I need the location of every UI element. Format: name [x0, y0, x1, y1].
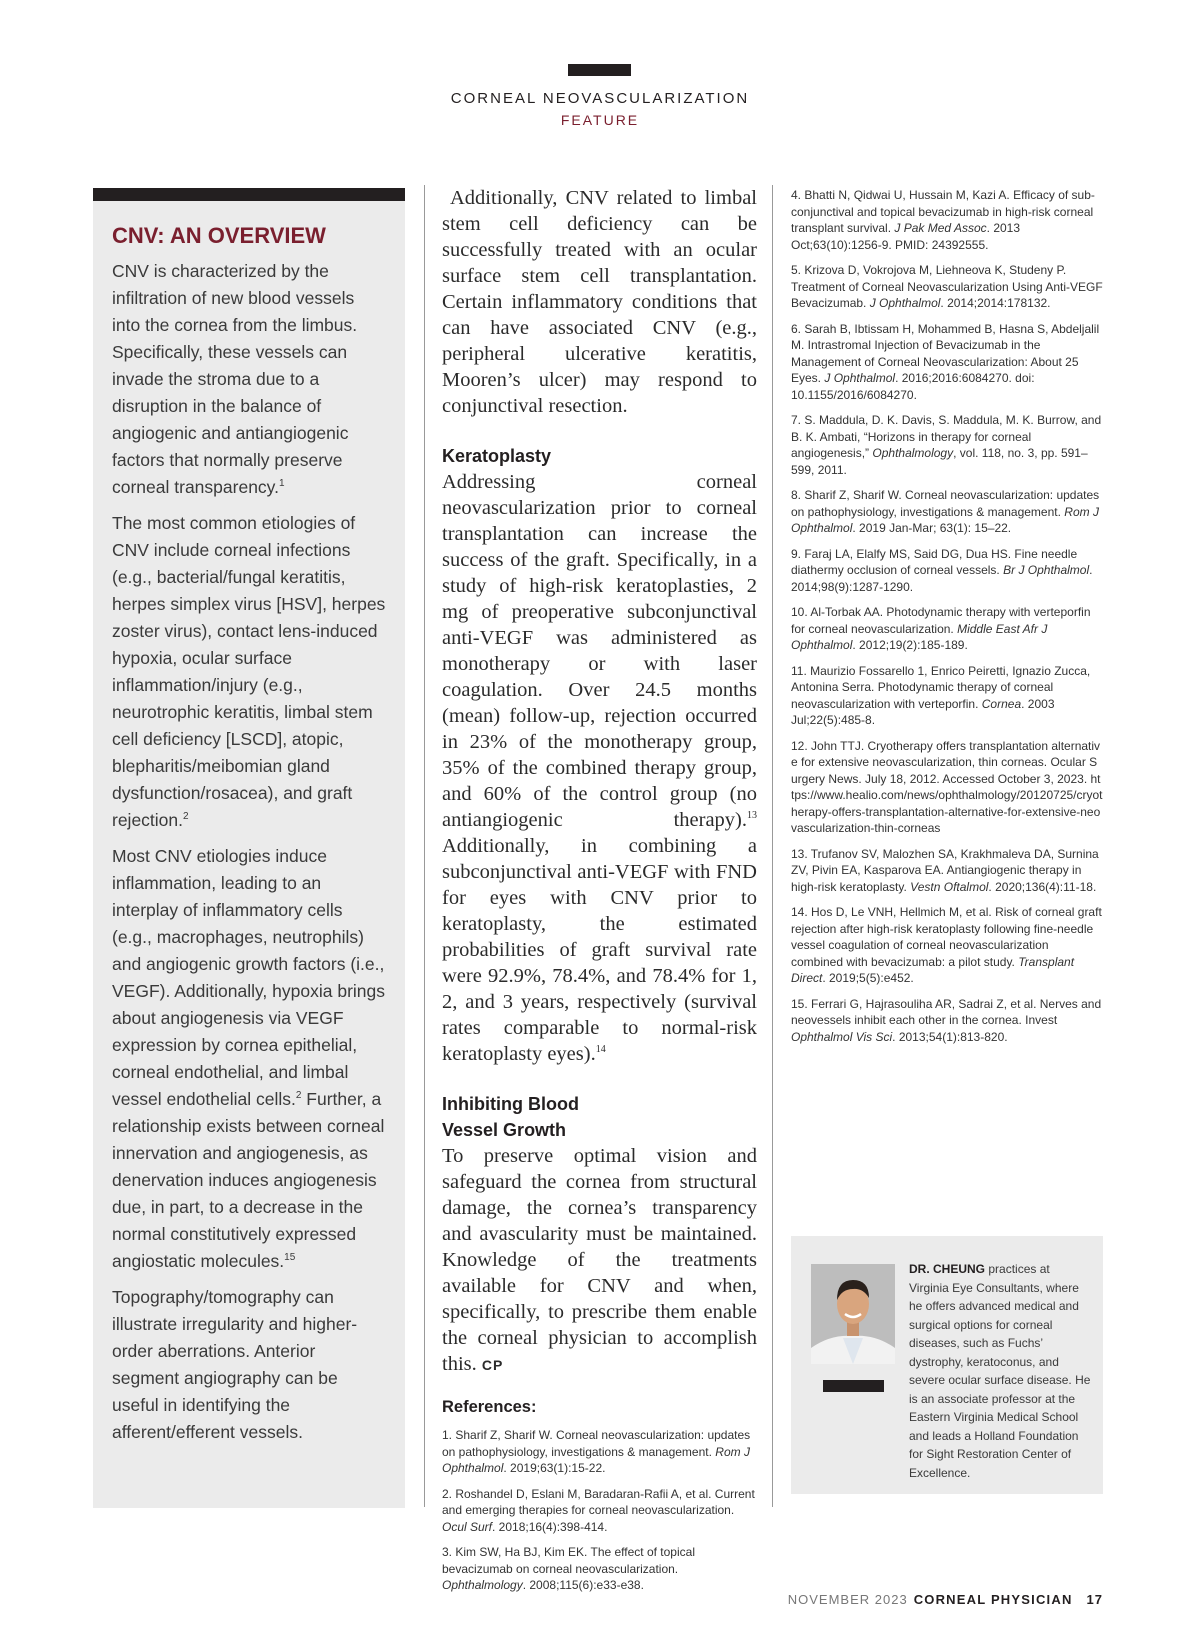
publication-name: CORNEAL PHYSICIAN: [913, 1592, 1073, 1607]
citation: 14: [595, 1044, 606, 1056]
reference-item: 3. Kim SW, Ha BJ, Kim EK. The effect of topical bevacizumab on corneal neovascularization. Ophthalmology. 2008;115(6):e33-e38.: [442, 1545, 695, 1592]
section-title: CORNEAL NEOVASCULARIZATION: [450, 90, 750, 107]
citation: 2: [295, 1090, 302, 1102]
bio-decor-bar: [823, 1380, 884, 1392]
page-footer: [788, 1592, 1103, 1607]
reference-item: 5. Krizova D, Vokrojova M, Liehneova K, Studeny P. Treatment of Corneal Neovascularization Using Anti-VEGF Bevacizumab. J Ophthalmol. 2014;2014:178132.: [791, 263, 1103, 310]
author-name: DR. CHEUNG: [909, 1262, 986, 1276]
sidebar-heading: CNV: AN OVERVIEW: [112, 223, 326, 248]
article-body: [442, 185, 757, 1603]
author-bio-box: [791, 1236, 1103, 1494]
reference-item: 9. Faraj LA, Elalfy MS, Said DG, Dua HS. Fine needle diathermy occlusion of corneal vessels. Br J Ophthalmol. 2014;98(9):1287-1290.: [791, 546, 1093, 594]
reference-item: 14. Hos D, Le VNH, Hellmich M, et al. Risk of corneal graft rejection after high-risk keratoplasty following fine-needle vessel coagulation of corneal neovascularization combined with bevacizumab: a pilot study. Transplant Direct. 2019;5(5):e452.: [791, 905, 1102, 985]
subheading-inhibiting: Inhibiting Blood Vessel Growth: [442, 1094, 579, 1140]
author-photo: [811, 1264, 895, 1364]
reference-item: 10. Al-Torbak AA. Photodynamic therapy with verteporfin for corneal neovascularization. Middle East Afr J Ophthalmol. 2012;19(2):185-189.: [791, 605, 1091, 652]
sidebar-cnv-overview: [93, 201, 405, 1508]
reference-item: 15. Ferrari G, Hajrasouliha AR, Sadrai Z, et al. Nerves and neovessels inhibit each other in the cornea. Invest Ophthalmol Vis Sci. 2013;54(1):813-820.: [791, 996, 1102, 1044]
reference-item: 13. Trufanov SV, Malozhen SA, Krakhmaleva DA, Surnina ZV, Pivin EA, Kasparova EA. Antiangiogenic therapy in high-risk keratoplasty. Vestn Oftalmol. 2020;136(4):11-18.: [791, 846, 1099, 894]
reference-item: 4. Bhatti N, Qidwai U, Hussain M, Kazi A. Efficacy of sub-conjunctival and topical bevacizumab in high-risk corneal transplant survival. J Pak Med Assoc. 2013 Oct;63(10):1256-9. PMID: 24392555.: [791, 188, 1095, 252]
reference-item: 8. Sharif Z, Sharif W. Corneal neovascularization: updates on pathophysiology, investigations & management. Rom J Ophthalmol. 2019 Jan-Mar; 63(1): 15–22.: [791, 488, 1100, 535]
section-label: FEATURE: [560, 112, 640, 128]
citation: 2: [183, 811, 189, 823]
sidebar-paragraph: CNV is characterized by the infiltration of new blood vessels into the cornea from the limbus. Specifically, these vessels can invade the stroma due to a disruption in the balance of angiogenic and antiangiogenic factors that normally preserve corneal transparency.$^1$: [112, 261, 358, 497]
reference-item: 12. John TTJ. Cryotherapy offers transplantation alternative for extensive neovascularization, thin corneas. Ocular Surgery News. July 18, 2012. Accessed October 3, 2023. https://www.healio.com/news/ophthalmology/20120725/cryotherapy-offers-transplantation-alternative-for-extensive-neovascularization-thin-corneas: [791, 738, 1103, 835]
subheading-keratoplasty: Keratoplasty: [442, 446, 552, 466]
sidebar-paragraph: Topography/tomography can illustrate irregularity and higher-order aberrations. Anterior segment angiography can be useful in identifying the afferent/efferent vessels.: [112, 1287, 358, 1442]
reference-item: 6. Sarah B, Ibtissam H, Mohammed B, Hasna S, Abdeljalil M. Intrastromal Injection of Bevacizumab in the Management of Corneal Neovascularization: About 25 Eyes. J Ophthalmol. 2016;2016:6084270. doi: 10.1155/2016/6084270.: [791, 321, 1100, 402]
end-mark: CP: [481, 1357, 504, 1373]
reference-item: 1. Sharif Z, Sharif W. Corneal neovascularization: updates on pathophysiology, investigations & management. Rom J Ophthalmol. 2019;63(1):15-22.: [442, 1428, 751, 1475]
column-divider: [424, 185, 425, 1507]
header-decor-bar: [568, 64, 631, 76]
citation: 1: [279, 478, 285, 490]
reference-item: 2. Roshandel D, Eslani M, Baradaran-Rafii A, et al. Current and emerging therapies for corneal neovascularization. Ocul Surf. 2018;16(4):398-414.: [442, 1486, 755, 1534]
references-heading: References:: [442, 1398, 537, 1416]
reference-item: 7. S. Maddula, D. K. Davis, S. Maddula, M. K. Burrow, and B. K. Ambati, “Horizons in therapy for corneal angiogenesis,” Ophthalmology, vol. 118, no. 3, pp. 591–599, 2011.: [791, 413, 1102, 477]
sidebar-top-bar: [93, 188, 405, 201]
body-paragraph: Addressing corneal neovascularization prior to corneal transplantation can increase the success of the graft. Specifically, in a study of high-risk keratoplasties, 2 mg of preoperative subconjunctival anti-VEGF was administered as monotherapy or with laser coagulation. Over 24.5 months (mean) follow-up, rejection occurred in 23% of the monotherapy group, 35% of the combined therapy group, and 60% of the control group (no antiangiogenic therapy).$^{13}$ Additionally, in combining a subconjunctival anti-VEGF with FND for eyes with CNV prior to keratoplasty, the estimated probabilities of graft survival rate were 92.9%, 78.4%, and 78.4% for 1, 2, and 3 years, respectively (survival rates comparable to normal-risk keratoplasty eyes).$^{14}$: [442, 471, 757, 1065]
references-continued: [791, 187, 1103, 1054]
column-divider: [772, 185, 773, 1507]
citation: 13: [747, 810, 757, 822]
sidebar-paragraph: The most common etiologies of CNV include corneal infections (e.g., bacterial/fungal keratitis, herpes simplex virus [HSV], herpes zoster virus), contact lens-induced hypoxia, ocular surface inflammation/injury (e.g., neurotrophic keratitis, limbal stem cell deficiency [LSCD], atopic, blepharitis/meibomian gland dysfunction/rosacea), and graft rejection.$^2$: [112, 513, 386, 830]
citation: 15: [284, 1252, 296, 1264]
issue-date: NOVEMBER 2023: [787, 1592, 908, 1607]
body-paragraph: Additionally, CNV related to limbal stem cell deficiency can be successfully treated with an ocular surface stem cell transplantation. Certain inflammatory conditions that can have associated CNV (e.g., peripheral ulcerative keratitis, Mooren’s ulcer) may respond to conjunctival resection.: [442, 187, 757, 417]
body-paragraph: To preserve optimal vision and safeguard the cornea from structural damage, the cornea’s transparency and avascularity must be maintained. Knowledge of the treatments available for CNV and when, specifically, to prescribe them enable the corneal physician to accomplish this. CP: [442, 1145, 757, 1375]
reference-item: 11. Maurizio Fossarello 1, Enrico Peiretti, Ignazio Zucca, Antonina Serra. Photodynamic therapy of corneal neovascularization with verteporfin. Cornea. 2003 Jul;22(5):485-8.: [791, 663, 1091, 727]
bio-text: DR. CHEUNG practices at Virginia Eye Consultants, where he offers advanced medical and surgical options for corneal diseases, such as Fuchs’ dystrophy, keratoconus, and severe ocular surface disease. He is an associate professor at the Eastern Virginia Medical School and leads a Holland Foundation for Sight Restoration Center of Excellence.: [909, 1262, 1091, 1480]
page-number: 17: [1086, 1592, 1103, 1607]
sidebar-paragraph: Most CNV etiologies induce inflammation, leading to an interplay of inflammatory cells (e.g., macrophages, neutrophils) and angiogenic growth factors (i.e., VEGF). Additionally, hypoxia brings about angiogenesis via VEGF expression by cornea epithelial, corneal endothelial, and limbal vessel endothelial cells.$^2$ Further, a relationship exists between corneal innervation and angiogenesis, as denervation induces angiogenesis due, in part, to a decrease in the normal constitutively expressed angiostatic molecules.$^{15}$: [112, 846, 386, 1271]
